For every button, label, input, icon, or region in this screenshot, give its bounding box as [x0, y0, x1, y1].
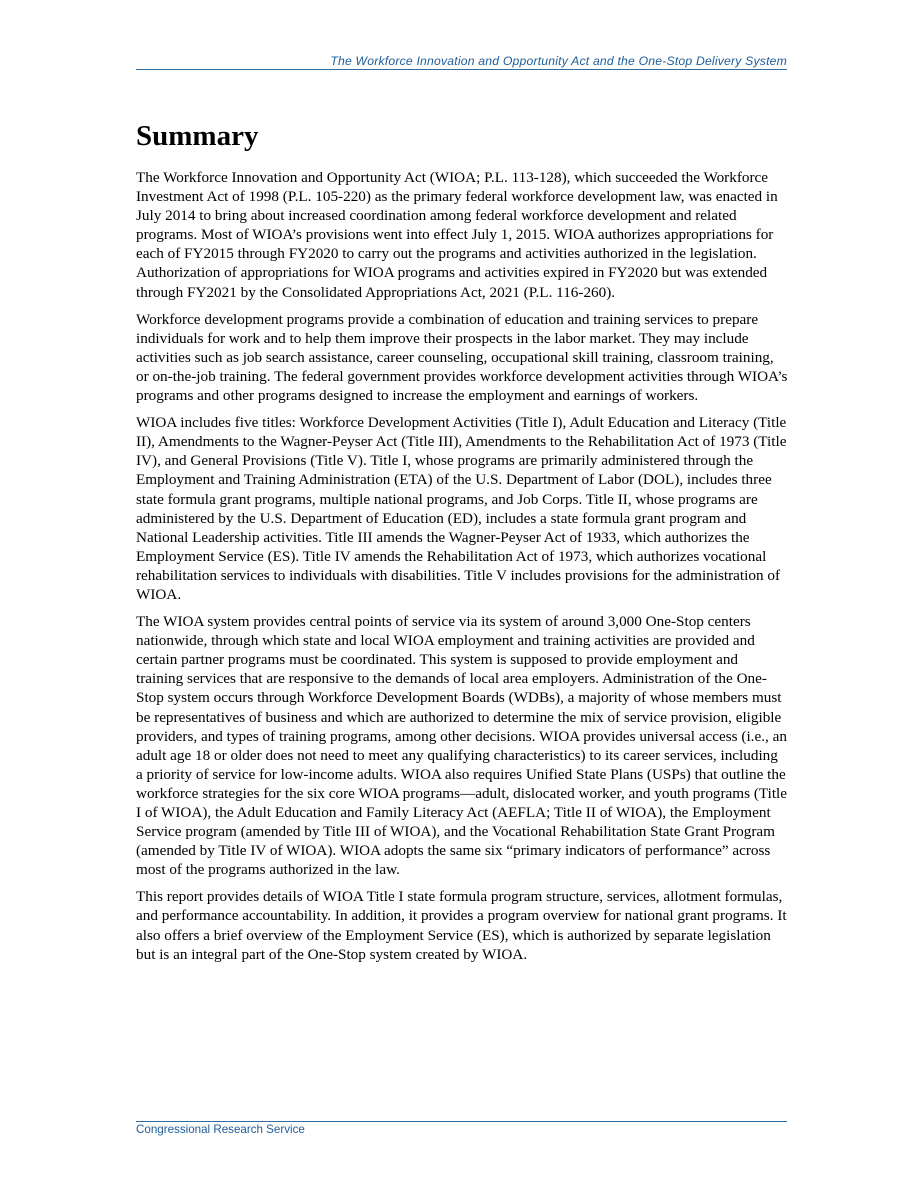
summary-body [136, 168, 788, 972]
running-header: The Workforce Innovation and Opportunity Act and the One-Stop Delivery System [330, 54, 787, 68]
footer-source: Congressional Research Service [136, 1123, 305, 1136]
summary-paragraph-4: The WIOA system provides central points of service via its system of around 3,000 One-Stop centers nationwide, through which state and local WIOA employment and training activities are provided and certain partner programs must be coordinated. This system is supposed to provide employment and training services that are responsive to the demands of local area employers. Administration of the One-Stop system occurs through Workforce Development Boards (WDBs), a majority of whose members must be representatives of business and which are authorized to determine the mix of service provision, eligible providers, and types of training programs, among other decisions. WIOA provides universal access (i.e., an adult age 18 or older does not need to meet any qualifying characteristics) to its career services, including a priority of service for low-income adults. WIOA also requires Unified State Plans (USPs) that outline the workforce strategies for the six core WIOA programs—adult, dislocated worker, and youth programs (Title I of WIOA), the Adult Education and Family Literacy Act (AEFLA; Title II of WIOA), the Employment Service program (amended by Title III of WIOA), and the Vocational Rehabilitation State Grant Program (amended by Title IV of WIOA). WIOA adopts the same six “primary indicators of performance” across most of the programs authorized in the law. [136, 613, 788, 879]
summary-paragraph-5: This report provides details of WIOA Title I state formula program structure, services, allotment formulas, and performance accountability. In addition, it provides a program overview for national grant programs. It also offers a brief overview of the Employment Service (ES), which is authorized by separate legislation but is an integral part of the One-Stop system created by WIOA. [136, 888, 787, 963]
summary-paragraph-1: The Workforce Innovation and Opportunity Act (WIOA; P.L. 113-128), which succeeded the Workforce Investment Act of 1998 (P.L. 105-220) as the primary federal workforce development law, was enacted in July 2014 to bring about increased coordination among federal workforce development and related programs. Most of WIOA’s provisions went into effect July 1, 2015. WIOA authorizes appropriations for each of FY2015 through FY2020 to carry out the programs and activities authorized in the legislation. Authorization of appropriations for WIOA programs and activities expired in FY2020 but was extended through FY2021 by the Consolidated Appropriations Act, 2021 (P.L. 116-260). [136, 169, 778, 301]
page-title: Summary [136, 120, 259, 152]
summary-paragraph-3: WIOA includes five titles: Workforce Development Activities (Title I), Adult Education and Literacy (Title II), Amendments to the Wagner-Peyser Act (Title III), Amendments to the Rehabilitation Act of 1973 (Title IV), and General Provisions (Title V). Title I, whose programs are primarily administered through the Employment and Training Administration (ETA) of the U.S. Department of Labor (DOL), includes three state formula grant programs, multiple national programs, and Job Corps. Title II, whose programs are administered by the U.S. Department of Education (ED), includes a state formula grant program and National Leadership activities. Title III amends the Wagner-Peyser Act of 1933, which authorizes the Employment Service (ES). Title IV amends the Rehabilitation Act of 1973, which authorizes vocational rehabilitation services to individuals with disabilities. Title V includes provisions for the administration of WIOA. [136, 414, 787, 603]
summary-paragraph-2: Workforce development programs provide a combination of education and training services to prepare individuals for work and to help them improve their prospects in the labor market. They may include activities such as job search assistance, career counseling, occupational skill training, classroom training, or on-the-job training. The federal government provides workforce development activities through WIOA’s programs and other programs designed to increase the employment and earnings of workers. [136, 310, 788, 405]
footer-divider [136, 1121, 787, 1122]
header-divider [136, 69, 787, 70]
